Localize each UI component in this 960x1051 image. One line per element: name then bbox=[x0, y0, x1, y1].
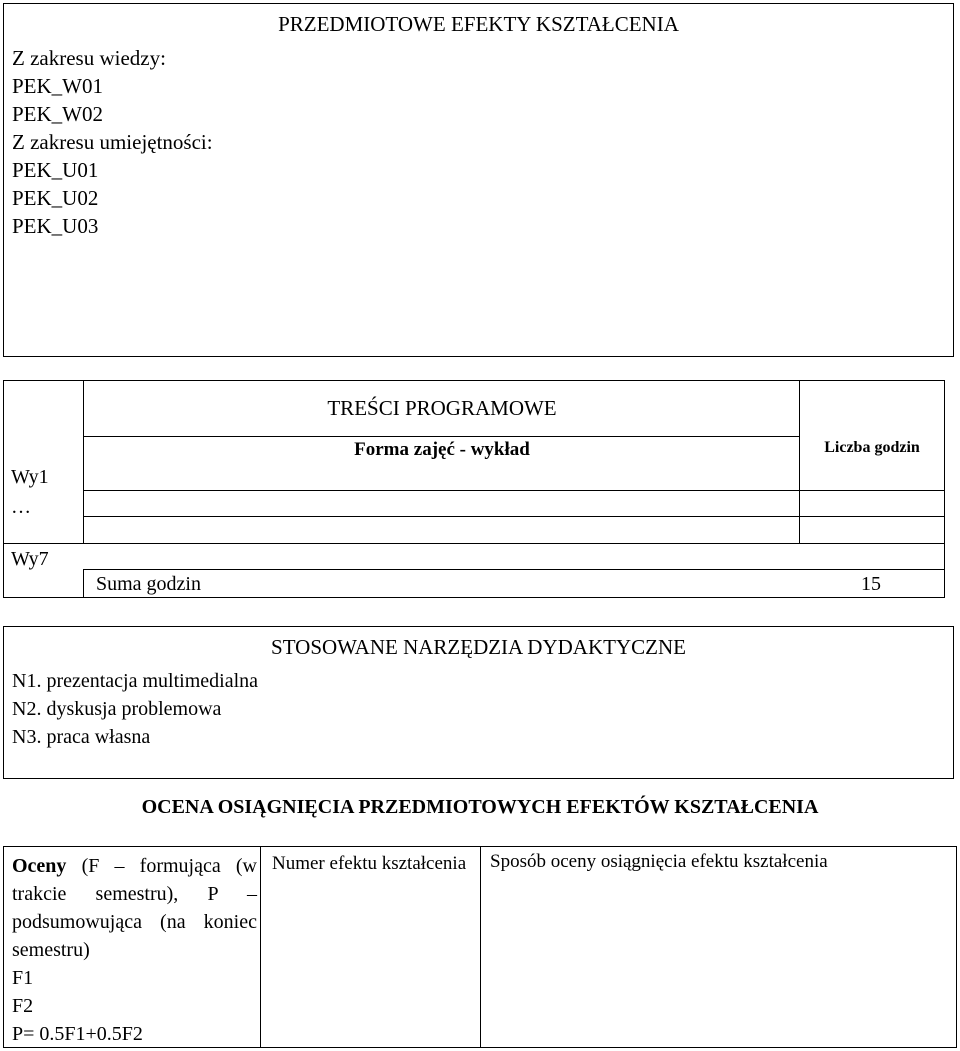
table-border bbox=[3, 597, 945, 598]
effects-list bbox=[12, 44, 213, 240]
table-border bbox=[3, 380, 945, 381]
grades-description-text: (F – formująca (w trakcie semestru), P – podsumowująca (na koniec semestru) bbox=[12, 855, 257, 961]
assessment-table bbox=[3, 846, 957, 1048]
table-divider bbox=[83, 569, 945, 570]
effect-number-header: Numer efektu kształcenia bbox=[272, 853, 467, 874]
table-divider bbox=[83, 569, 84, 598]
table-divider bbox=[83, 516, 945, 517]
tools-title: STOSOWANE NARZĘDZIA DYDAKTYCZNE bbox=[271, 635, 686, 659]
effects-line: Z zakresu umiejętności: bbox=[12, 130, 213, 154]
effects-line: PEK_U02 bbox=[12, 186, 99, 210]
effects-line: PEK_W02 bbox=[12, 102, 103, 126]
effects-line: PEK_W01 bbox=[12, 74, 103, 98]
tools-section bbox=[3, 626, 954, 779]
table-divider bbox=[260, 847, 261, 1047]
row-label-first: Wy1 bbox=[11, 466, 49, 488]
table-border bbox=[944, 380, 945, 598]
effects-line: PEK_U01 bbox=[12, 158, 99, 182]
effects-section bbox=[3, 3, 954, 357]
table-divider bbox=[83, 490, 945, 491]
grades-bold-label: Oceny bbox=[12, 855, 67, 877]
table-divider bbox=[3, 543, 945, 544]
table-border bbox=[3, 380, 4, 598]
sum-value: 15 bbox=[861, 573, 881, 595]
grade-item: P= 0.5F1+0.5F2 bbox=[12, 1023, 143, 1045]
table-divider bbox=[799, 380, 800, 543]
tools-item: N3. praca własna bbox=[12, 726, 151, 748]
grades-description bbox=[12, 852, 257, 964]
grade-item: F2 bbox=[12, 995, 34, 1017]
tools-item: N2. dyskusja problemowa bbox=[12, 698, 222, 720]
effects-line: PEK_U03 bbox=[12, 214, 99, 238]
table-divider bbox=[83, 436, 799, 437]
sum-label: Suma godzin bbox=[96, 573, 201, 595]
tools-item: N1. prezentacja multimedialna bbox=[12, 670, 259, 692]
tools-list bbox=[12, 667, 258, 751]
form-header: Forma zajęć - wykład bbox=[354, 439, 530, 460]
effects-title: PRZEDMIOTOWE EFEKTY KSZTAŁCENIA bbox=[278, 12, 679, 36]
grade-item: F1 bbox=[12, 967, 34, 989]
table-divider bbox=[480, 847, 481, 1047]
effects-line: Z zakresu wiedzy: bbox=[12, 46, 166, 70]
grades-column bbox=[12, 852, 257, 1048]
row-label-ellipsis: … bbox=[11, 496, 31, 518]
assessment-title: OCENA OSIĄGNIĘCIA PRZEDMIOTOWYCH EFEKTÓW KSZTAŁCENIA bbox=[141, 796, 819, 818]
content-table bbox=[3, 380, 945, 598]
row-label-last: Wy7 bbox=[11, 548, 49, 570]
table-divider bbox=[83, 380, 84, 543]
hours-header: Liczba godzin bbox=[824, 439, 920, 456]
assessment-method-header: Sposób oceny osiągnięcia efektu kształcenia bbox=[490, 851, 828, 872]
content-title: TREŚCI PROGRAMOWE bbox=[327, 396, 557, 420]
